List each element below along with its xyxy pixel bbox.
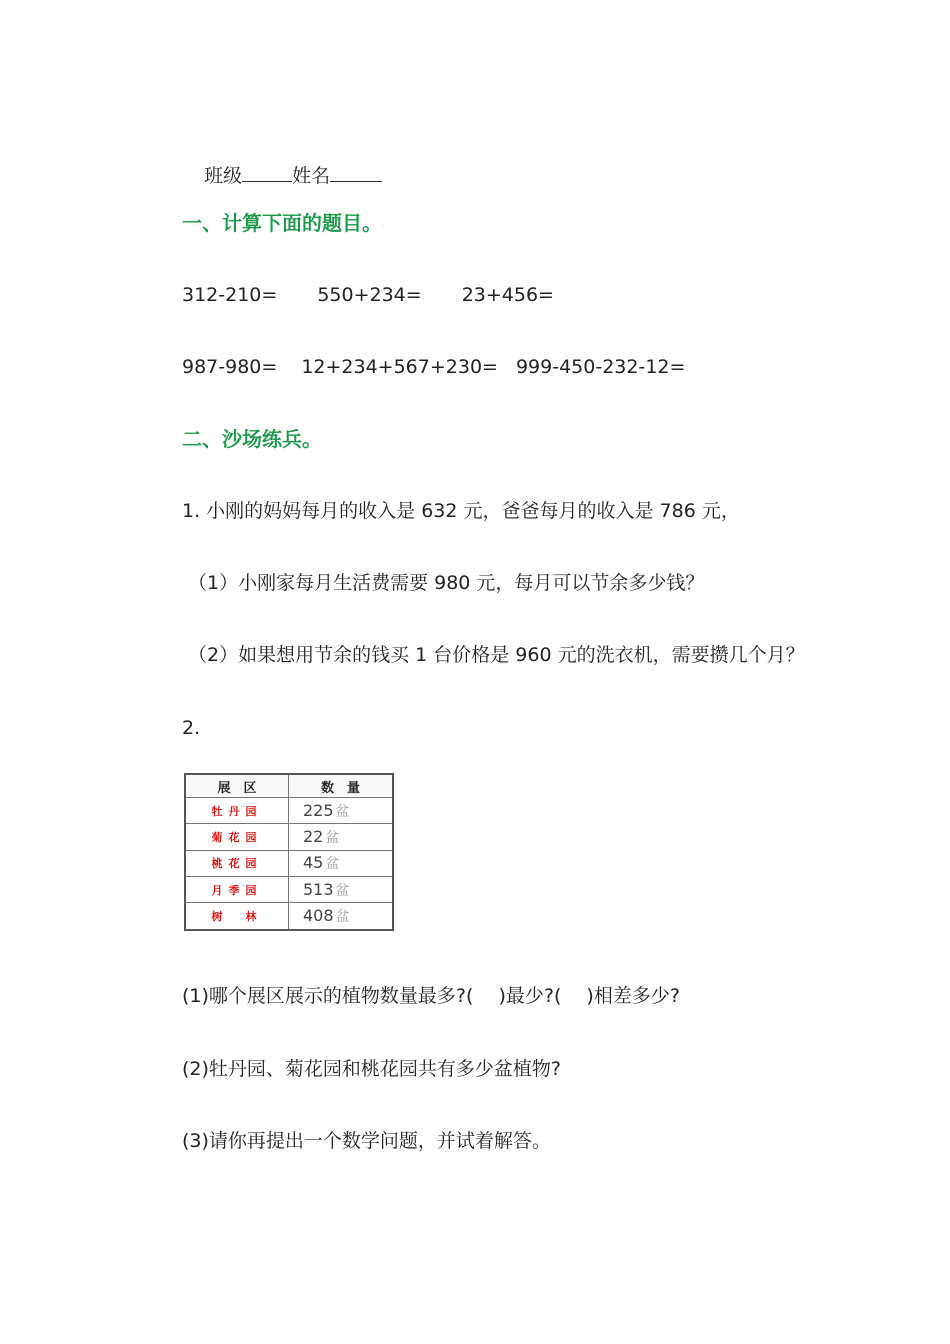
section1-title: 一、计算下面的题目。 xyxy=(182,211,382,235)
calc-item: 987-980= xyxy=(182,356,278,378)
table-header-row xyxy=(185,774,393,798)
header-quantity: 数 量 xyxy=(289,774,394,798)
question-2-label: 2. xyxy=(182,717,201,739)
calc-row-2 xyxy=(182,355,685,379)
table-row xyxy=(185,798,393,824)
calc-item: 23+456= xyxy=(461,284,554,306)
quantity-unit: 盆 xyxy=(325,830,340,847)
quantity-value: 513 xyxy=(303,879,334,899)
header-zone: 展 区 xyxy=(185,774,289,798)
quantity-cell xyxy=(289,850,394,876)
quantity-value: 45 xyxy=(303,853,324,873)
table-row xyxy=(185,877,393,903)
calc-item: 312-210= xyxy=(182,284,278,306)
question-1-sub2: （2）如果想用节余的钱买 1 台价格是 960 元的洗衣机，需要攒几个月？ xyxy=(188,644,805,666)
section2-title: 二、沙场练兵。 xyxy=(182,427,322,451)
question-1-sub1: （1）小刚家每月生活费需要 980 元，每月可以节余多少钱？ xyxy=(188,572,705,594)
quantity-value: 225 xyxy=(303,800,334,820)
class-label: 班级 xyxy=(204,165,243,187)
quantity-unit: 盆 xyxy=(335,803,350,820)
quantity-cell xyxy=(289,877,394,903)
class-blank[interactable] xyxy=(242,163,292,182)
quantity-cell xyxy=(289,903,394,930)
table-row xyxy=(185,850,393,876)
name-blank[interactable] xyxy=(330,163,382,182)
zone-cell: 月季园 xyxy=(185,877,289,903)
calc-item: 12+234+567+230= xyxy=(301,356,498,378)
quantity-cell xyxy=(289,798,394,824)
plant-table xyxy=(184,773,394,931)
zone-cell: 牡丹园 xyxy=(185,798,289,824)
quantity-unit: 盆 xyxy=(335,882,350,899)
quantity-unit: 盆 xyxy=(335,909,350,926)
quantity-unit: 盆 xyxy=(325,856,340,873)
question-2-sub1: (1)哪个展区展示的植物数量最多?( )最少?( )相差多少? xyxy=(182,985,680,1007)
quantity-value: 408 xyxy=(303,906,334,926)
table-row xyxy=(185,824,393,850)
calc-item: 550+234= xyxy=(317,284,422,306)
zone-cell: 菊花园 xyxy=(185,824,289,850)
table-row xyxy=(185,903,393,930)
zone-cell: 桃花园 xyxy=(185,850,289,876)
question-1-text: 1. 小刚的妈妈每月的收入是 632 元，爸爸每月的收入是 786 元， xyxy=(182,500,740,522)
question-2-sub3: (3)请你再提出一个数学问题，并试着解答。 xyxy=(182,1130,551,1152)
name-label: 姓名 xyxy=(292,165,331,187)
student-info xyxy=(192,139,382,188)
quantity-cell xyxy=(289,824,394,850)
quantity-value: 22 xyxy=(303,827,324,847)
zone-cell: 树 林 xyxy=(185,903,289,930)
calc-item: 999-450-232-12= xyxy=(515,356,686,378)
question-2-sub2: (2)牡丹园、菊花园和桃花园共有多少盆植物? xyxy=(182,1058,561,1080)
calc-row-1 xyxy=(182,283,554,307)
